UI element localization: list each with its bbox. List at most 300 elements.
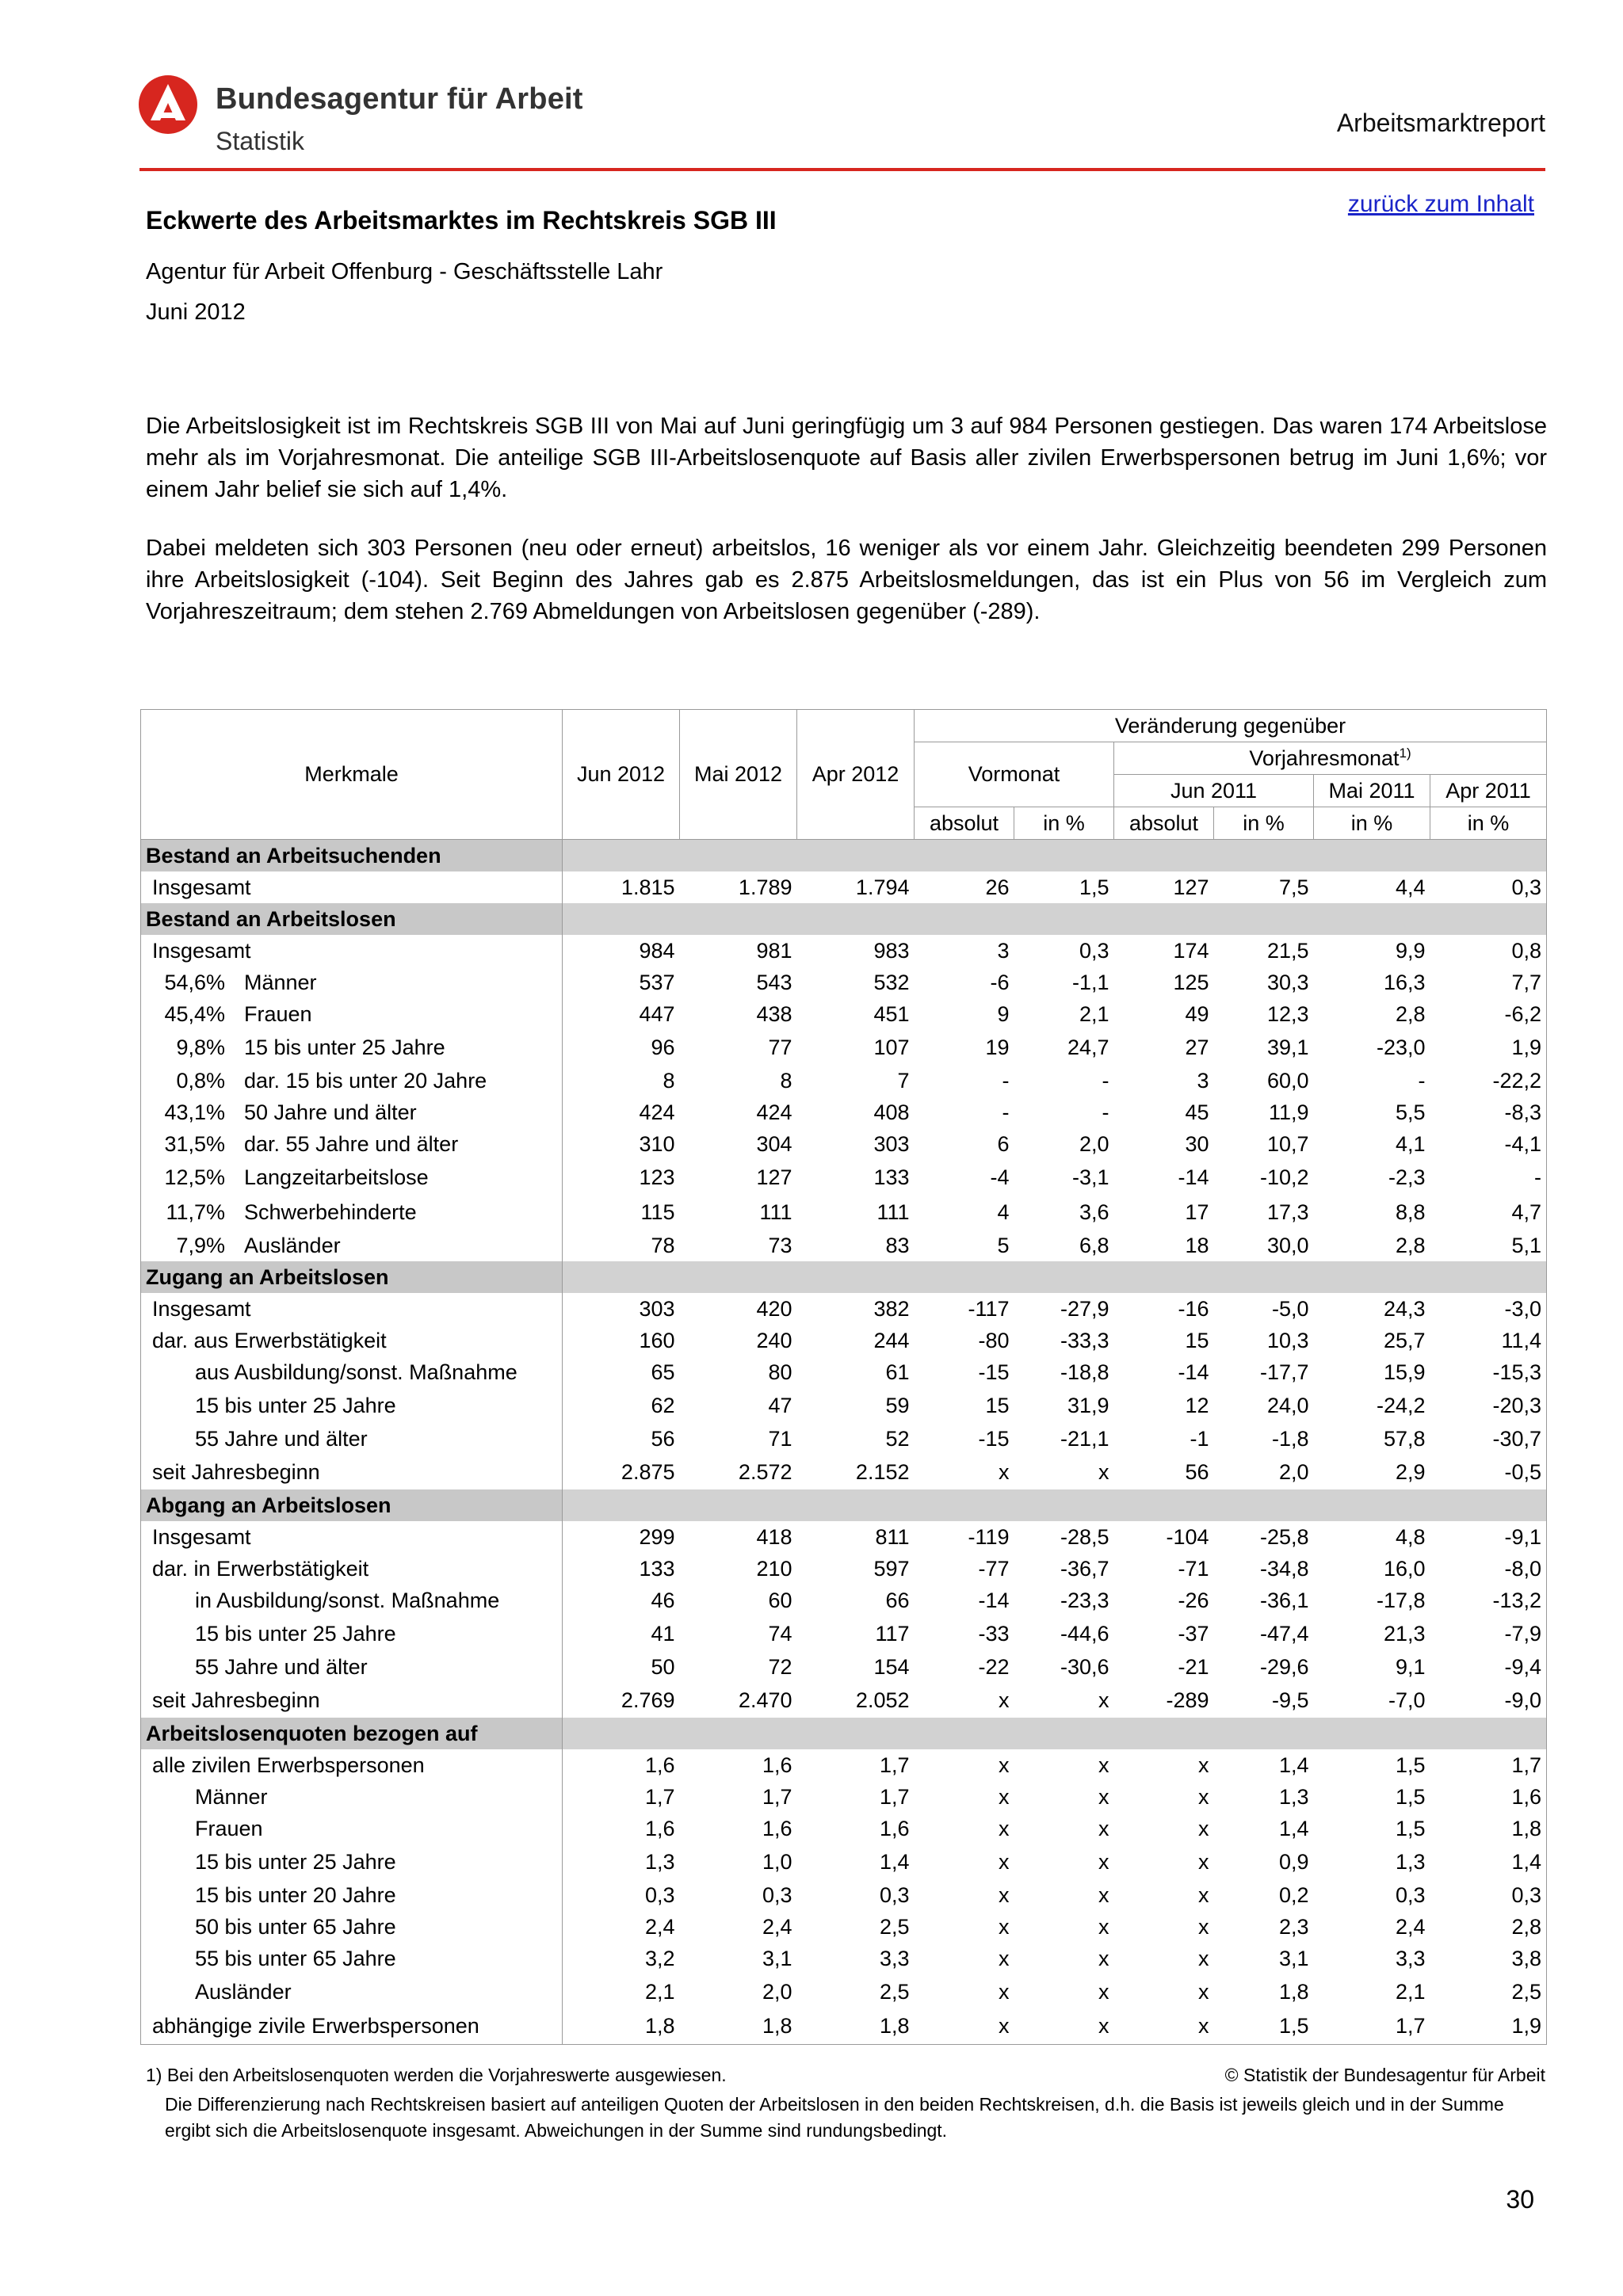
value-cell: 1,6: [762, 1753, 792, 1777]
value-cell: 304: [756, 1131, 792, 1156]
value-cell: 46: [651, 1588, 675, 1612]
value-cell: 210: [756, 1556, 792, 1581]
value-cell: -3,0: [1430, 1293, 1547, 1325]
row-label: [141, 1423, 563, 1455]
table-row: [141, 1553, 1547, 1585]
row-label-text: Ausländer: [195, 1979, 292, 2004]
table-row: [141, 1616, 1547, 1651]
summary-paragraph-1: Die Arbeitslosigkeit ist im Rechtskreis SGB III von Mai auf Juni geringfügig um 3 auf 984 Personen gestiegen. Das waren 174 Arbeitslose mehr als im Vorjahresmonat. Die anteilige SGB III-Arbeitslosenquote auf Basis aller zivilen Erwerbspersonen betrug im Juni 1,6%; vor einem Jahr belief sie sich auf 1,4%.: [146, 414, 1547, 502]
value-cell: x: [999, 1849, 1010, 1874]
row-label-text: seit Jahresbeginn: [152, 1459, 320, 1484]
col-header-mai2012: Mai 2012: [680, 710, 797, 840]
value-cell: 0,3: [644, 1882, 675, 1907]
row-label: [141, 1293, 563, 1325]
row-label-text: 50 bis unter 65 Jahre: [195, 1914, 396, 1939]
value-cell: 240: [756, 1328, 792, 1352]
value-cell: 2,0: [1079, 1131, 1109, 1156]
footnote-1: 1) Bei den Arbeitslosenquoten werden die Vorjahreswerte ausgewiesen.: [146, 2065, 727, 2085]
table-row: [141, 1455, 1547, 1489]
value-cell: 1,7: [1430, 1749, 1547, 1781]
row-label: [141, 1455, 563, 1489]
value-cell: -22: [978, 1654, 1010, 1679]
value-cell: 8: [663, 1068, 675, 1093]
row-label: [141, 1879, 563, 1911]
value-cell: 0,3: [1395, 1882, 1426, 1907]
value-cell: -8,0: [1430, 1553, 1547, 1585]
table-row: [141, 1097, 1547, 1128]
value-cell: 1,6: [644, 1753, 675, 1777]
value-cell: 2,9: [1395, 1459, 1426, 1484]
value-cell: 18: [1185, 1233, 1209, 1257]
value-cell: -36,1: [1259, 1588, 1309, 1612]
value-cell: 10,7: [1266, 1131, 1309, 1156]
section-title: Bestand an Arbeitslosen: [141, 903, 563, 935]
col-header-absolut: absolut: [1114, 807, 1214, 840]
value-cell: -: [1430, 1160, 1547, 1195]
value-cell: 30,3: [1266, 970, 1309, 994]
value-cell: 3,1: [1278, 1946, 1309, 1970]
row-label: [141, 2009, 563, 2044]
row-label: [141, 1651, 563, 1683]
value-cell: -21: [1178, 1654, 1209, 1679]
row-label: [141, 1911, 563, 1943]
value-cell: 0,3: [879, 1882, 910, 1907]
col-header-apr2011: Apr 2011: [1430, 775, 1547, 807]
ba-logo-icon: [136, 73, 200, 136]
value-cell: -29,6: [1259, 1654, 1309, 1679]
value-cell: 66: [885, 1588, 910, 1612]
table-row: [141, 1388, 1547, 1423]
row-label-text: 15 bis unter 25 Jahre: [195, 1621, 396, 1646]
value-cell: 83: [885, 1233, 910, 1257]
section-header-row: [141, 1489, 1547, 1521]
value-cell: 7,5: [1278, 875, 1309, 899]
value-cell: 125: [1173, 970, 1209, 994]
value-cell: -17,8: [1376, 1588, 1426, 1612]
value-cell: 537: [639, 970, 675, 994]
value-cell: x: [999, 1753, 1010, 1777]
value-cell: 6,8: [1079, 1233, 1109, 1257]
value-cell: 2,0: [1278, 1459, 1309, 1484]
col-header-in-pct: in %: [1214, 807, 1314, 840]
value-cell: 21,5: [1266, 938, 1309, 963]
value-cell: 21,3: [1383, 1621, 1426, 1646]
value-cell: -33: [978, 1621, 1010, 1646]
value-cell: -15,3: [1430, 1356, 1547, 1388]
value-cell: 5,1: [1430, 1230, 1547, 1261]
table-row: [141, 998, 1547, 1030]
share-percent: 54,6%: [164, 970, 225, 994]
value-cell: -71: [1178, 1556, 1209, 1581]
value-cell: 12,3: [1266, 1001, 1309, 1026]
table-row: [141, 1356, 1547, 1388]
value-cell: 3,3: [879, 1946, 910, 1970]
table-row: [141, 1943, 1547, 1974]
row-label-text: dar. 15 bis unter 20 Jahre: [244, 1068, 487, 1093]
value-cell: 45: [1185, 1100, 1209, 1124]
value-cell: 9: [997, 1001, 1010, 1026]
table-row: [141, 935, 1547, 967]
row-label: [141, 1325, 563, 1356]
row-label: [141, 1230, 563, 1261]
value-cell: 96: [651, 1035, 675, 1059]
value-cell: 1,6: [762, 1816, 792, 1840]
value-cell: 154: [873, 1654, 910, 1679]
value-cell: -1,1: [1071, 970, 1109, 994]
value-cell: x: [1098, 1849, 1109, 1874]
value-cell: 6: [997, 1131, 1010, 1156]
table-row: [141, 1521, 1547, 1553]
value-cell: 981: [756, 938, 792, 963]
value-cell: x: [915, 2009, 1014, 2044]
value-cell: 77: [768, 1035, 792, 1059]
value-cell: 123: [639, 1165, 675, 1189]
value-cell: x: [999, 1946, 1010, 1970]
value-cell: 2,5: [1430, 1974, 1547, 2009]
value-cell: 111: [876, 1199, 910, 1224]
value-cell: x: [999, 1979, 1010, 2004]
value-cell: -0,5: [1430, 1455, 1547, 1489]
table-row: [141, 1585, 1547, 1616]
value-cell: -3,1: [1071, 1165, 1109, 1189]
row-label-text: 15 bis unter 20 Jahre: [195, 1882, 396, 1907]
value-cell: 2,8: [1395, 1233, 1426, 1257]
value-cell: 1,7: [879, 1784, 910, 1809]
value-cell: 2,0: [762, 1979, 792, 2004]
value-cell: 1,5: [1395, 1753, 1426, 1777]
agency-name: Agentur für Arbeit Offenburg - Geschäftsstelle Lahr: [146, 259, 663, 284]
value-cell: 61: [885, 1360, 910, 1384]
section-fill: [563, 1261, 1547, 1293]
value-cell: -9,4: [1430, 1651, 1547, 1683]
row-label: [141, 1195, 563, 1230]
value-cell: 424: [639, 1100, 675, 1124]
share-percent: 0,8%: [176, 1068, 225, 1093]
value-cell: x: [1014, 2009, 1114, 2044]
value-cell: 25,7: [1383, 1328, 1426, 1352]
row-label-text: seit Jahresbeginn: [152, 1688, 320, 1712]
value-cell: 27: [1185, 1035, 1209, 1059]
row-label: [141, 1813, 563, 1844]
value-cell: -26: [1178, 1588, 1209, 1612]
row-label: [141, 1065, 563, 1097]
value-cell: 1,7: [644, 1784, 675, 1809]
value-cell: 1,8: [1278, 1979, 1309, 2004]
value-cell: x: [1098, 1914, 1109, 1939]
value-cell: 5: [997, 1233, 1010, 1257]
value-cell: -28,5: [1060, 1524, 1109, 1549]
value-cell: 3,6: [1079, 1199, 1109, 1224]
value-cell: -47,4: [1259, 1621, 1309, 1646]
value-cell: -9,5: [1271, 1688, 1309, 1712]
value-cell: 24,0: [1266, 1393, 1309, 1417]
summary-paragraph-2: Dabei meldeten sich 303 Personen (neu oder erneut) arbeitslos, 16 weniger als vor einem Jahr. Gleichzeitig beendeten 299 Personen ihre Arbeitslosigkeit (-104). Seit Beginn des Jahres gab es 2.875 Arbeitslosmeldungen, das ist ein Plus von 56 im Vergleich zum Vorjahreszeitraum; dem stehen 2.769 Abmeldungen von Arbeitslosen gegenüber (-289).: [146, 536, 1547, 624]
value-cell: 60: [768, 1588, 792, 1612]
value-cell: 3,8: [1430, 1943, 1547, 1974]
share-percent: 7,9%: [176, 1233, 225, 1257]
value-cell: 382: [873, 1296, 910, 1321]
value-cell: 0,8: [1430, 935, 1547, 967]
value-cell: 1,5: [1395, 1784, 1426, 1809]
col-header-merkmale: Merkmale: [141, 710, 563, 840]
value-cell: x: [1098, 1946, 1109, 1970]
value-cell: 0,3: [1079, 938, 1109, 963]
value-cell: -10,2: [1259, 1165, 1309, 1189]
table-row: [141, 1813, 1547, 1844]
col-header-veraenderung: Veränderung gegenüber: [915, 710, 1547, 742]
value-cell: 41: [651, 1621, 675, 1646]
section-header-row: [141, 1261, 1547, 1293]
col-header-jun2011: Jun 2011: [1114, 775, 1314, 807]
value-cell: 30: [1185, 1131, 1209, 1156]
report-period: Juni 2012: [146, 299, 246, 325]
table-row: [141, 1030, 1547, 1065]
value-cell: 1,6: [879, 1816, 910, 1840]
value-cell: x: [999, 1914, 1010, 1939]
value-cell: 2,1: [644, 1979, 675, 2004]
value-cell: x: [1198, 1849, 1209, 1874]
value-cell: 1,6: [644, 1816, 675, 1840]
value-cell: 2,1: [1079, 1001, 1109, 1026]
value-cell: 2,1: [1395, 1979, 1426, 2004]
row-label-text: Schwerbehinderte: [244, 1199, 417, 1224]
value-cell: 2.572: [738, 1459, 792, 1484]
value-cell: 24,7: [1067, 1035, 1109, 1059]
row-label-text: Insgesamt: [152, 875, 251, 899]
value-cell: x: [1198, 1753, 1209, 1777]
row-label-text: Männer: [195, 1784, 268, 1809]
labour-market-table: [140, 709, 1547, 2045]
row-label-text: abhängige zivile Erwerbspersonen: [152, 2014, 479, 2039]
value-cell: 80: [768, 1360, 792, 1384]
value-cell: 0,9: [1278, 1849, 1309, 1874]
value-cell: 115: [640, 1199, 675, 1224]
value-cell: 17: [1185, 1199, 1209, 1224]
value-cell: -5,0: [1271, 1296, 1309, 1321]
value-cell: 1,8: [563, 2009, 680, 2044]
share-percent: 9,8%: [176, 1035, 225, 1059]
value-cell: 17,3: [1266, 1199, 1309, 1224]
value-cell: 3,1: [762, 1946, 792, 1970]
col-header-vormonat: Vormonat: [915, 742, 1114, 807]
value-cell: 1,5: [1079, 875, 1109, 899]
value-cell: -2,3: [1388, 1165, 1426, 1189]
value-cell: -15: [978, 1360, 1010, 1384]
value-cell: -30,6: [1060, 1654, 1109, 1679]
value-cell: 56: [651, 1426, 675, 1451]
value-cell: 303: [639, 1296, 675, 1321]
value-cell: 447: [639, 1001, 675, 1026]
value-cell: -23,3: [1060, 1588, 1109, 1612]
value-cell: 16,3: [1383, 970, 1426, 994]
table-row: [141, 1844, 1547, 1879]
row-label-text: aus Ausbildung/sonst. Maßnahme: [195, 1360, 517, 1384]
value-cell: 2.152: [855, 1459, 910, 1484]
page-number: 30: [1506, 2185, 1534, 2214]
value-cell: 71: [768, 1426, 792, 1451]
back-to-contents-link[interactable]: zurück zum Inhalt: [1347, 191, 1534, 217]
value-cell: 438: [756, 1001, 792, 1026]
row-label-text: 55 Jahre und älter: [195, 1654, 368, 1679]
value-cell: 78: [651, 1233, 675, 1257]
section-title: Arbeitslosenquoten bezogen auf: [141, 1718, 563, 1749]
row-label: [141, 998, 563, 1030]
value-cell: 2,5: [879, 1979, 910, 2004]
value-cell: -18,8: [1060, 1360, 1109, 1384]
value-cell: -289: [1166, 1688, 1209, 1712]
value-cell: x: [1098, 1459, 1109, 1484]
value-cell: -44,6: [1060, 1621, 1109, 1646]
section-header-row: [141, 1718, 1547, 1749]
value-cell: 2.769: [621, 1688, 675, 1712]
value-cell: -80: [978, 1328, 1010, 1352]
value-cell: -34,8: [1259, 1556, 1309, 1581]
value-cell: 1.815: [621, 875, 675, 899]
section-fill: [563, 1489, 1547, 1521]
row-label-text: Langzeitarbeitslose: [244, 1165, 429, 1189]
section-fill: [563, 1718, 1547, 1749]
value-cell: -119: [968, 1524, 1010, 1549]
value-cell: -25,8: [1259, 1524, 1309, 1549]
value-cell: -15: [978, 1426, 1010, 1451]
value-cell: 1,7: [762, 1784, 792, 1809]
value-cell: x: [1114, 2009, 1214, 2044]
value-cell: 52: [885, 1426, 910, 1451]
value-cell: -13,2: [1430, 1585, 1547, 1616]
value-cell: 8,8: [1395, 1199, 1426, 1224]
table-row: [141, 1683, 1547, 1718]
value-cell: -37: [1178, 1621, 1209, 1646]
value-cell: 1,4: [1278, 1816, 1309, 1840]
col-header-vorjahresmonat: Vorjahresmonat$^{1)}$: [1114, 742, 1547, 775]
value-cell: x: [1098, 1882, 1109, 1907]
value-cell: 47: [768, 1393, 792, 1417]
value-cell: -117: [968, 1296, 1010, 1321]
value-cell: x: [999, 1784, 1010, 1809]
value-cell: -9,0: [1430, 1683, 1547, 1718]
col-header-apr2012: Apr 2012: [797, 710, 915, 840]
value-cell: 30,0: [1266, 1233, 1309, 1257]
value-cell: 424: [756, 1100, 792, 1124]
value-cell: 244: [873, 1328, 910, 1352]
value-cell: -30,7: [1430, 1423, 1547, 1455]
value-cell: -6: [990, 970, 1010, 994]
value-cell: 3,2: [644, 1946, 675, 1970]
value-cell: 7,7: [1430, 967, 1547, 998]
row-label-text: 55 Jahre und älter: [195, 1426, 368, 1451]
table-row: [141, 871, 1547, 903]
value-cell: 62: [651, 1393, 675, 1417]
value-cell: -: [1418, 1068, 1426, 1093]
row-label: [141, 967, 563, 998]
value-cell: 5,5: [1395, 1100, 1426, 1124]
value-cell: -4,1: [1430, 1128, 1547, 1160]
value-cell: -33,3: [1060, 1328, 1109, 1352]
row-label-text: 15 bis unter 25 Jahre: [195, 1393, 396, 1417]
row-label-text: 50 Jahre und älter: [244, 1100, 417, 1124]
table-row: [141, 967, 1547, 998]
value-cell: -: [1102, 1068, 1109, 1093]
value-cell: 8: [780, 1068, 792, 1093]
row-label: [141, 1585, 563, 1616]
value-cell: 72: [768, 1654, 792, 1679]
value-cell: 9,9: [1395, 938, 1426, 963]
col-header-in-pct: in %: [1430, 807, 1547, 840]
value-cell: 1,8: [1430, 1813, 1547, 1844]
value-cell: -20,3: [1430, 1388, 1547, 1423]
table-row: [141, 1128, 1547, 1160]
value-cell: 74: [768, 1621, 792, 1646]
row-label: [141, 935, 563, 967]
value-cell: 4,1: [1395, 1131, 1426, 1156]
value-cell: 1,4: [1430, 1844, 1547, 1879]
footnote-2: Die Differenzierung nach Rechtskreisen basiert auf anteiligen Quoten der Arbeitslosen in den beiden Rechtskreisen, d.h. die Basis ist jeweils gleich und in der Summe ergibt sich die Arbeitslosenquote insgesamt. Abweichungen in der Summe sind rundungsbedingt.: [165, 2094, 1504, 2141]
value-cell: -36,7: [1060, 1556, 1109, 1581]
value-cell: 73: [768, 1233, 792, 1257]
row-label: [141, 1749, 563, 1781]
header-divider: [139, 168, 1545, 171]
row-label: [141, 1160, 563, 1195]
value-cell: 2,8: [1430, 1911, 1547, 1943]
value-cell: 1,0: [762, 1849, 792, 1874]
col-header-absolut: absolut: [915, 807, 1014, 840]
value-cell: x: [1198, 1816, 1209, 1840]
table-row: [141, 1325, 1547, 1356]
value-cell: 1,4: [1278, 1753, 1309, 1777]
row-label-text: Insgesamt: [152, 1296, 251, 1321]
col-header-jun2012: Jun 2012: [563, 710, 680, 840]
value-cell: 3: [997, 938, 1010, 963]
value-cell: 117: [875, 1621, 910, 1646]
brand-subtitle: Statistik: [216, 127, 305, 155]
value-cell: 16,0: [1383, 1556, 1426, 1581]
value-cell: x: [1198, 1784, 1209, 1809]
value-cell: 0,3: [1430, 1879, 1547, 1911]
value-cell: 408: [873, 1100, 910, 1124]
col-header-in-pct: in %: [1014, 807, 1114, 840]
row-label-text: Insgesamt: [152, 1524, 251, 1549]
value-cell: 15: [1185, 1328, 1209, 1352]
value-cell: -: [1102, 1100, 1109, 1124]
row-label: [141, 1388, 563, 1423]
value-cell: 1.794: [855, 875, 910, 899]
row-label-text: alle zivilen Erwerbspersonen: [152, 1753, 425, 1777]
value-cell: -1: [1190, 1426, 1209, 1451]
value-cell: 3: [1197, 1068, 1209, 1093]
value-cell: -16: [1178, 1296, 1209, 1321]
value-cell: 11,9: [1268, 1100, 1309, 1124]
value-cell: x: [1098, 1816, 1109, 1840]
value-cell: 303: [873, 1131, 910, 1156]
value-cell: 127: [1173, 875, 1209, 899]
table-row: [141, 1230, 1547, 1261]
value-cell: x: [999, 1882, 1010, 1907]
value-cell: -: [1002, 1068, 1010, 1093]
row-label: [141, 1356, 563, 1388]
row-label-text: in Ausbildung/sonst. Maßnahme: [195, 1588, 500, 1612]
value-cell: 310: [639, 1131, 675, 1156]
share-percent: 11,7%: [166, 1199, 225, 1224]
value-cell: 59: [885, 1393, 910, 1417]
table-row: [141, 1974, 1547, 2009]
row-label-text: Ausländer: [244, 1233, 341, 1257]
value-cell: 2,4: [644, 1914, 675, 1939]
value-cell: -9,1: [1430, 1521, 1547, 1553]
table-body: [141, 840, 1547, 2045]
share-percent: 45,4%: [164, 1001, 225, 1026]
section-title: Bestand an Arbeitsuchenden: [141, 840, 563, 872]
table-row: [141, 1781, 1547, 1813]
